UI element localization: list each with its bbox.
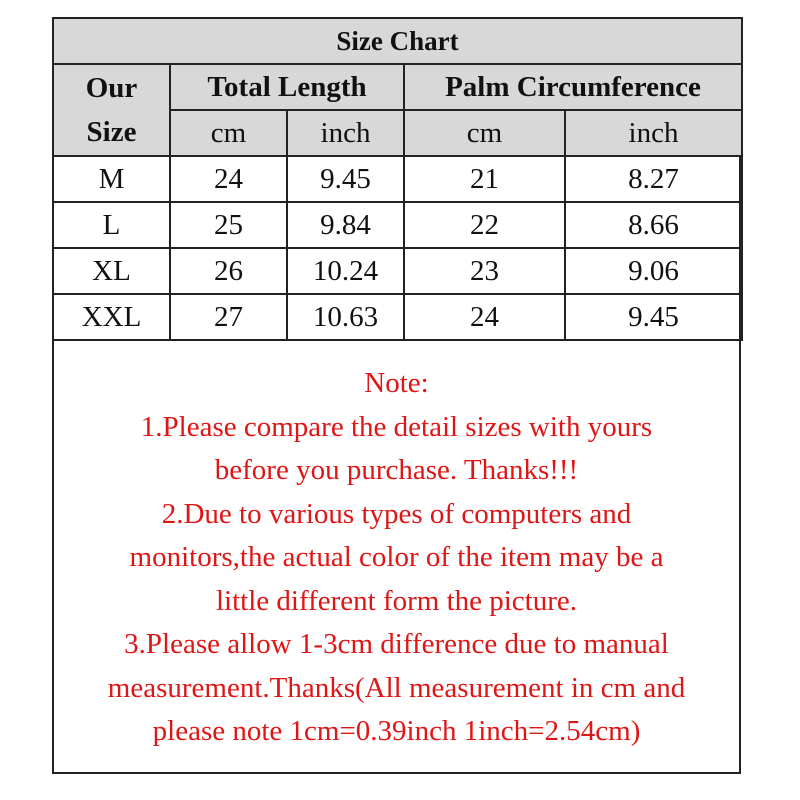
unit-header-cm: cm xyxy=(404,110,565,156)
palm-cm-cell: 22 xyxy=(404,202,565,248)
note-heading: Note: xyxy=(364,367,429,399)
length-cm-cell: 24 xyxy=(170,156,287,202)
note-line: 1.Please compare the detail sizes with yours xyxy=(140,410,653,443)
note-line: monitors,the actual color of the item may be a xyxy=(129,541,664,573)
note-line: little different form the picture. xyxy=(215,584,578,617)
note-line: 2.Due to various types of computers and xyxy=(161,497,632,530)
palm-inch-cell: 8.27 xyxy=(565,156,742,202)
palm-inch-cell: 8.66 xyxy=(565,202,742,248)
our-size-label-line2: Size xyxy=(86,116,137,148)
note-line: please note 1cm=0.39inch 1inch=2.54cm) xyxy=(152,715,641,747)
length-cm-cell: 25 xyxy=(170,202,287,248)
unit-header-inch: inch xyxy=(565,110,742,156)
table-row xyxy=(53,202,742,248)
note-line: measurement.Thanks(All measurement in cm and xyxy=(107,671,686,704)
palm-inch-cell: 9.45 xyxy=(565,294,742,340)
our-size-label-line1: Our xyxy=(85,72,138,104)
length-inch-cell: 9.84 xyxy=(287,202,404,248)
size-cell: M xyxy=(53,156,170,202)
length-inch-cell: 9.45 xyxy=(287,156,404,202)
unit-header-inch: inch xyxy=(287,110,404,156)
palm-cm-cell: 23 xyxy=(404,248,565,294)
size-chart-title: Size Chart xyxy=(53,18,742,64)
palm-inch-cell: 9.06 xyxy=(565,248,742,294)
palm-cm-cell: 21 xyxy=(404,156,565,202)
palm-cm-cell: 24 xyxy=(404,294,565,340)
notes-block xyxy=(54,362,739,754)
length-inch-cell: 10.24 xyxy=(287,248,404,294)
palm-circumference-header: Palm Circumference xyxy=(404,64,742,110)
size-cell: XL xyxy=(53,248,170,294)
note-line: 3.Please allow 1-3cm difference due to manual xyxy=(124,628,669,660)
total-length-header: Total Length xyxy=(170,64,404,110)
size-chart-table xyxy=(52,17,743,341)
size-cell: XXL xyxy=(53,294,170,340)
table-row xyxy=(53,156,742,202)
unit-header-cm: cm xyxy=(170,110,287,156)
length-cm-cell: 26 xyxy=(170,248,287,294)
our-size-header xyxy=(53,64,170,156)
size-cell: L xyxy=(53,202,170,248)
note-line: before you purchase. Thanks!!! xyxy=(214,454,579,486)
table-row xyxy=(53,294,742,340)
table-row xyxy=(53,248,742,294)
length-cm-cell: 27 xyxy=(170,294,287,340)
length-inch-cell: 10.63 xyxy=(287,294,404,340)
